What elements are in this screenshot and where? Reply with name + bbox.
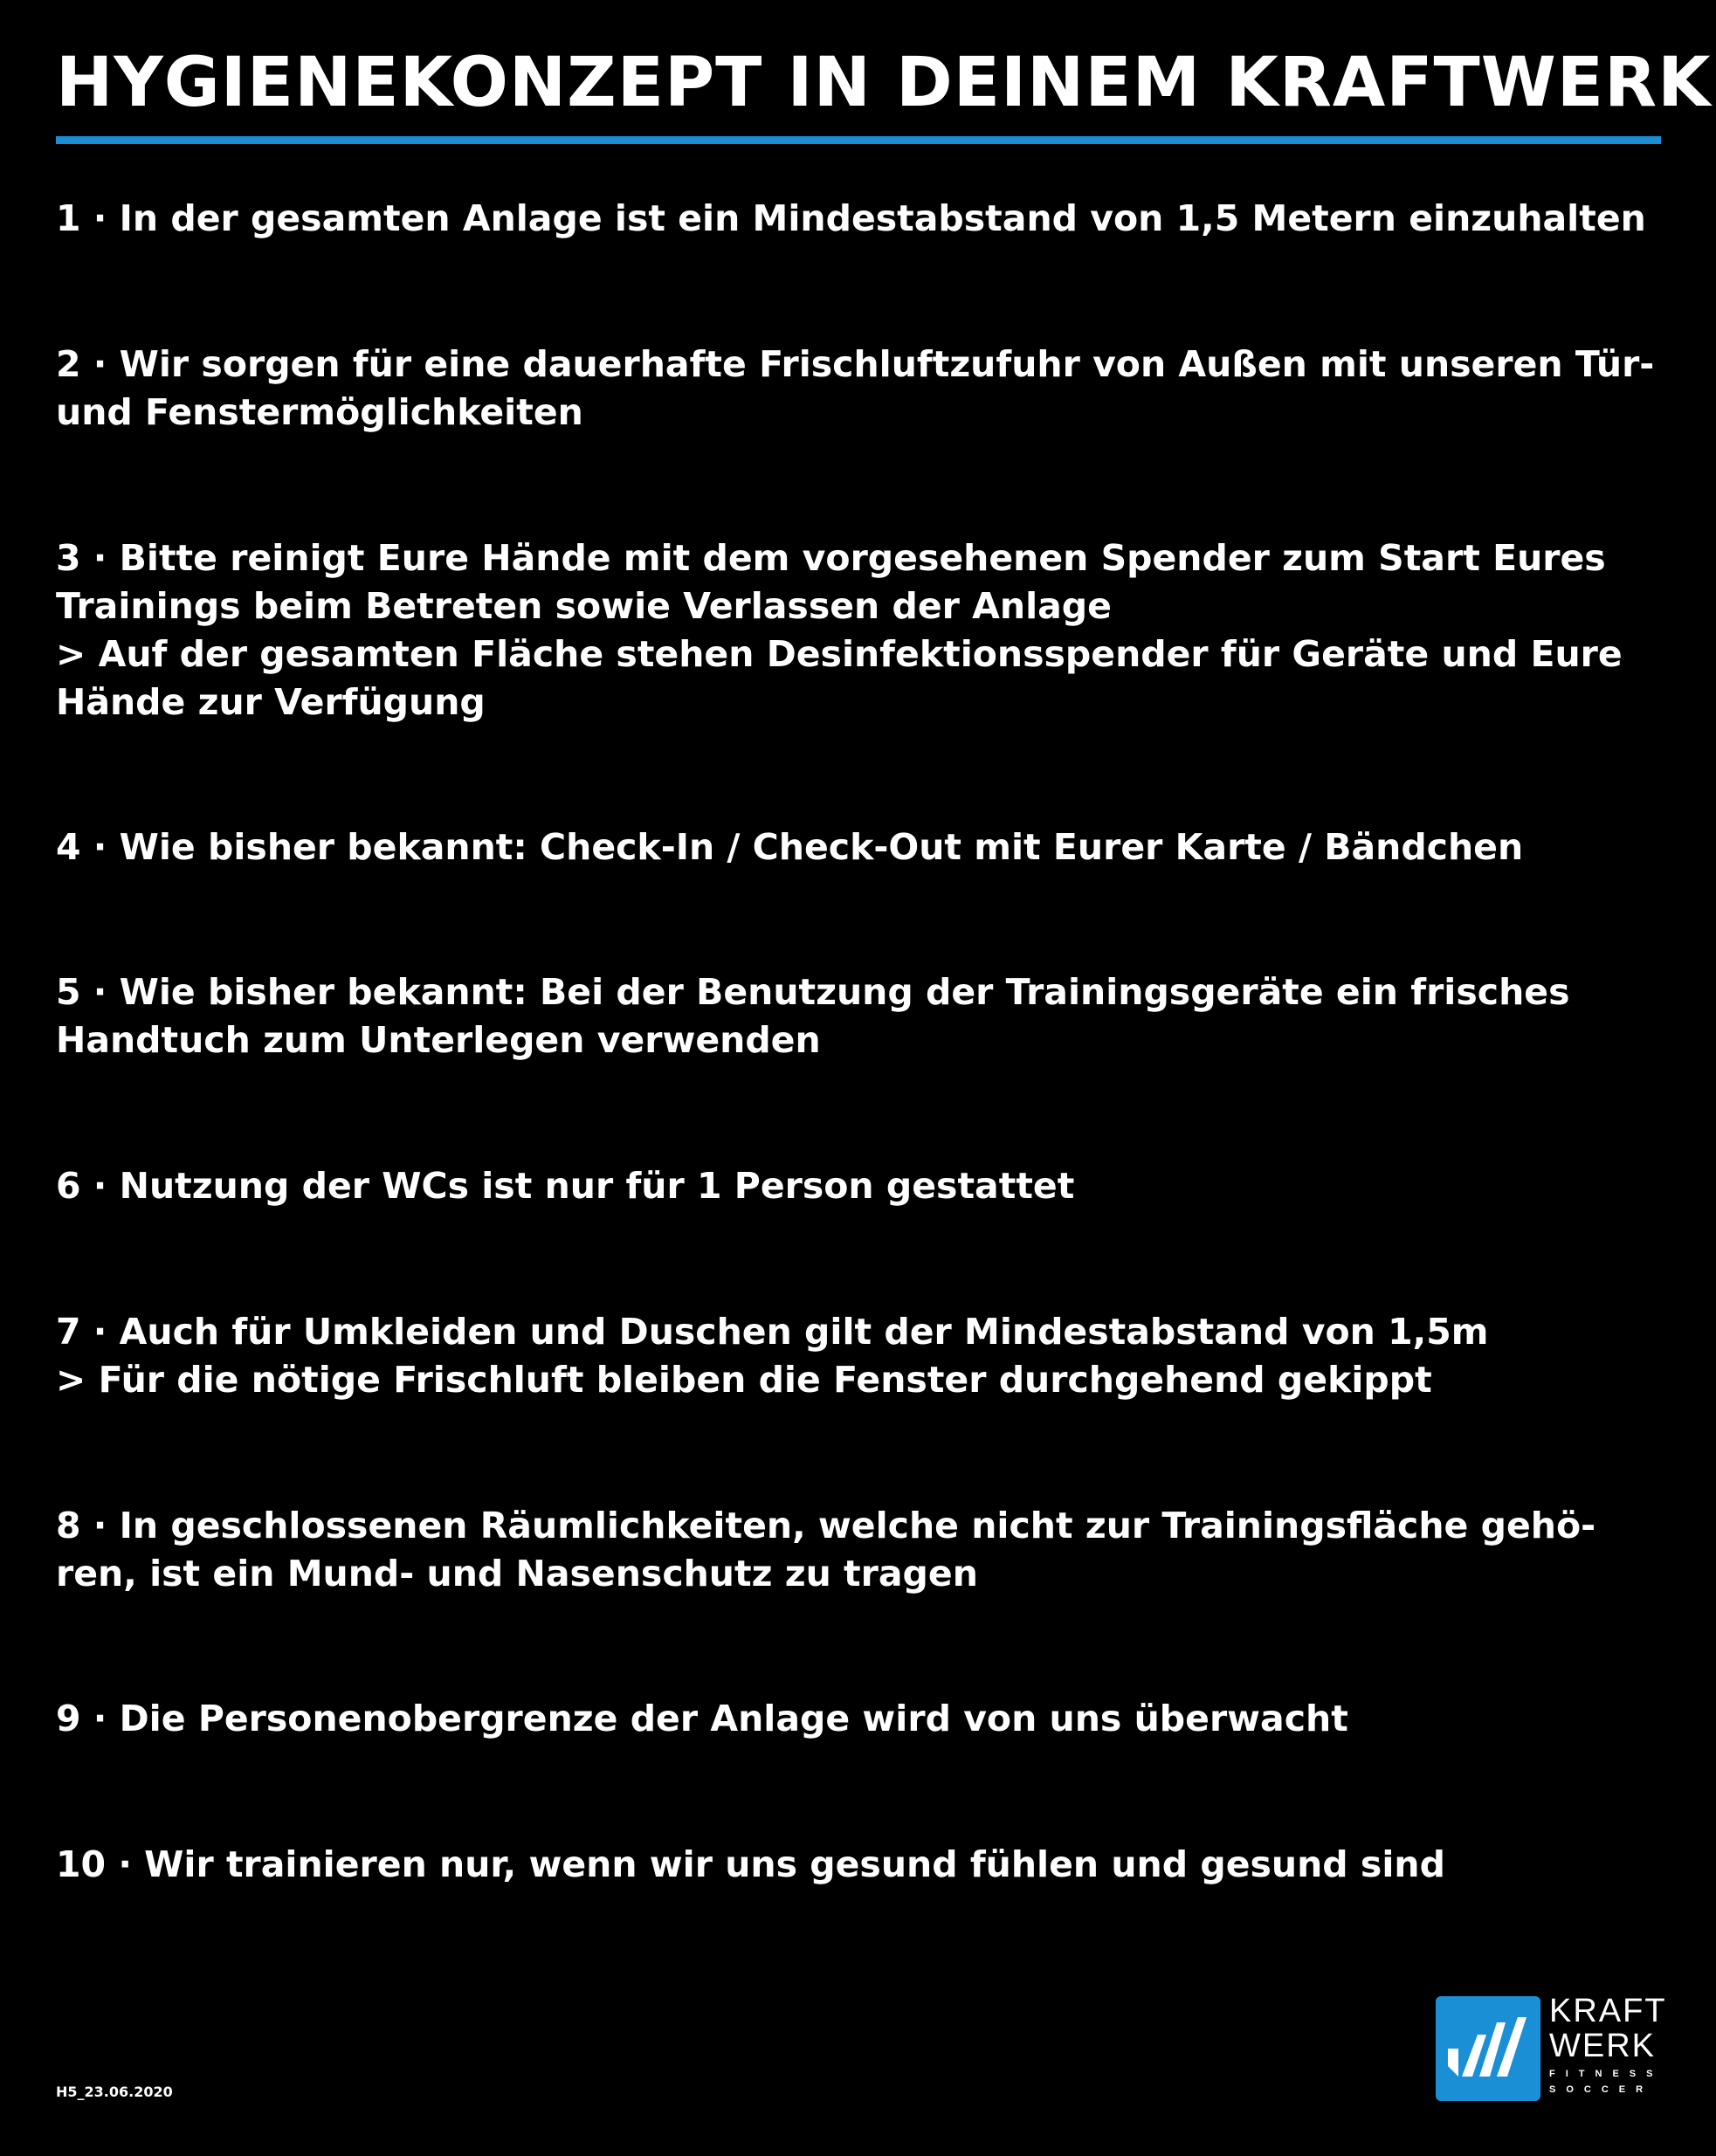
rule-item-8 (56, 1502, 1661, 1598)
rule-3-line-2: Trainings beim Betreten sowie Verlassen der Anlage (56, 585, 1112, 627)
rule-4-line-1: 4 · Wie bisher bekannt: Check-In / Check-Out mit Eurer Karte / Bändchen (56, 826, 1524, 868)
document-code: H5_23.06.2020 (56, 2084, 173, 2100)
rule-item-9 (56, 1695, 1661, 1743)
rule-3-line-1: 3 · Bitte reinigt Eure Hände mit dem vorgesehenen Spender zum Start Eures (56, 537, 1606, 579)
rule-9-line-1: 9 · Die Personenobergrenze der Anlage wird von uns überwacht (56, 1698, 1348, 1739)
rule-7-line-2: > Für die nötige Frischluft bleiben die Fenster durchgehend gekippt (56, 1359, 1432, 1401)
rule-2-line-1: 2 · Wir sorgen für eine dauerhafte Frischluftzufuhr von Außen mit unseren Tür- (56, 343, 1655, 385)
rule-item-6 (56, 1162, 1661, 1210)
logo-sub-fitness: FITNESS (1549, 2069, 1664, 2079)
rule-8-line-2: ren, ist ein Mund- und Nasenschutz zu tragen (56, 1553, 978, 1595)
rule-7-line-1: 7 · Auch für Umkleiden und Duschen gilt der Mindestabstand von 1,5m (56, 1311, 1489, 1353)
rule-3-line-4: Hände zur Verfügung (56, 681, 486, 723)
rule-item-2 (56, 341, 1661, 437)
rule-item-4 (56, 823, 1661, 871)
page-title: HYGIENEKONZEPT IN DEINEM KRAFTWERK (56, 44, 1712, 122)
rule-5-line-2: Handtuch zum Unterlegen verwenden (56, 1019, 821, 1061)
rule-2-line-2: und Fenstermöglichkeiten (56, 391, 583, 433)
title-underline (56, 136, 1661, 144)
rule-1-line-1: 1 · In der gesamten Anlage ist ein Mindestabstand von 1,5 Metern einzuhalten (56, 197, 1646, 239)
rule-item-10 (56, 1841, 1661, 1889)
rule-3-line-3: > Auf der gesamten Fläche stehen Desinfektionsspender für Geräte und Eure (56, 633, 1623, 675)
rule-item-5 (56, 968, 1661, 1064)
logo-word-werk: WERK (1549, 2028, 1656, 2064)
kraftwerk-logo (1436, 1993, 1667, 2104)
rule-5-line-1: 5 · Wie bisher bekannt: Bei der Benutzung der Trainingsgeräte ein frisches (56, 971, 1570, 1013)
kraftwerk-logo-icon (1436, 1996, 1540, 2101)
logo-sub-soccer: SOCCER (1549, 2084, 1654, 2095)
logo-word-kraft: KRAFT (1549, 1993, 1667, 2029)
rule-item-3 (56, 534, 1661, 727)
rule-8-line-1: 8 · In geschlossenen Räumlichkeiten, welche nicht zur Trainingsfläche gehö- (56, 1505, 1596, 1546)
rule-item-7 (56, 1308, 1661, 1404)
rule-10-line-1: 10 · Wir trainieren nur, wenn wir uns gesund fühlen und gesund sind (56, 1843, 1445, 1885)
rule-6-line-1: 6 · Nutzung der WCs ist nur für 1 Person gestattet (56, 1165, 1075, 1207)
rule-item-1 (56, 195, 1661, 243)
